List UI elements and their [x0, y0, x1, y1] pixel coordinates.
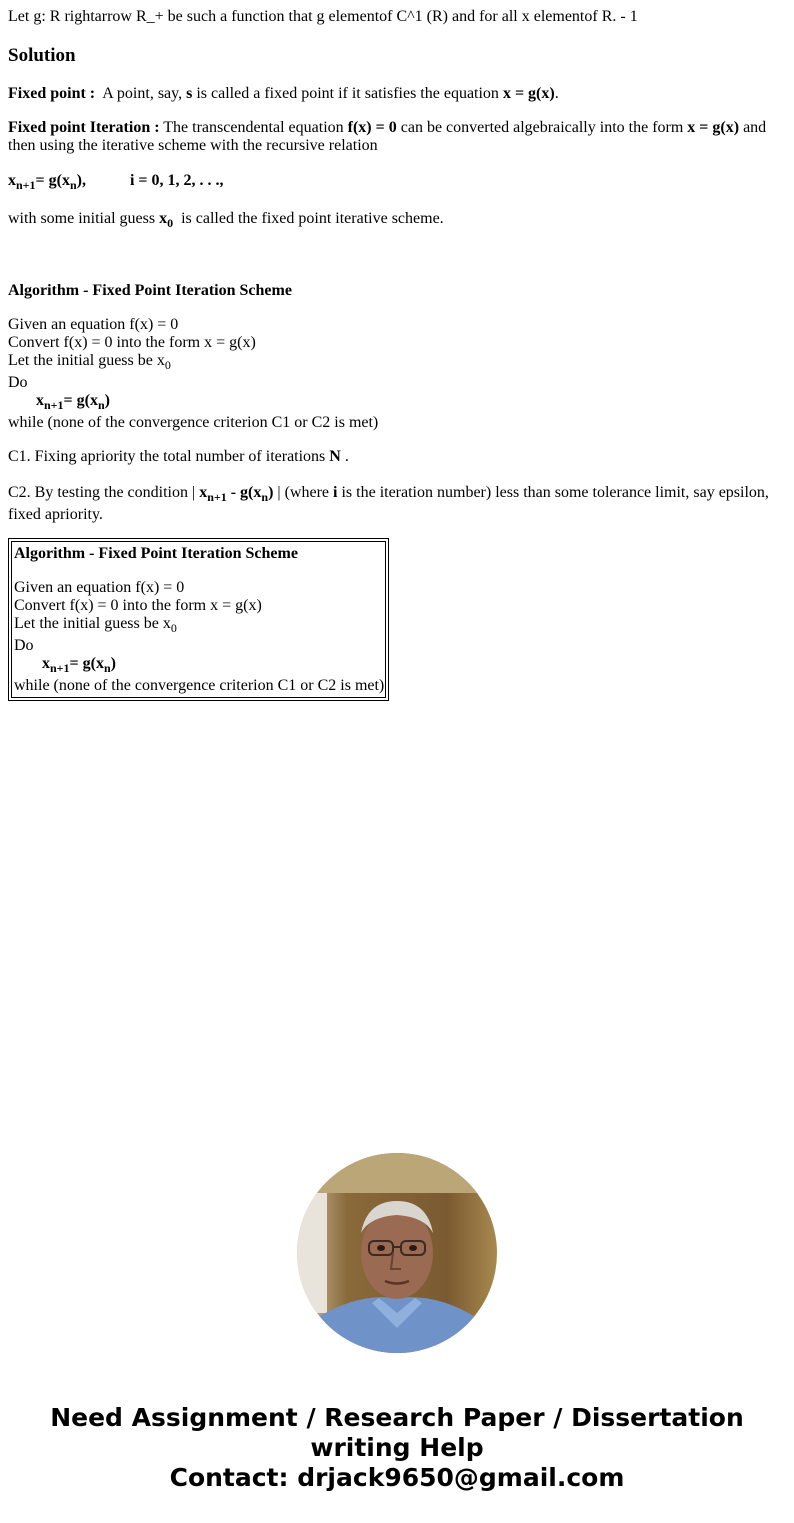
algorithm-step-x: x	[36, 392, 44, 409]
algorithm-box-cell	[11, 541, 386, 698]
avatar-portrait-icon	[297, 1153, 497, 1353]
fixed-point-end: .	[554, 85, 559, 102]
c2-x: x	[199, 484, 208, 501]
algorithm-step	[8, 392, 786, 410]
algorithm-line-3	[8, 352, 786, 370]
footer-contact-email: Contact: drjack9650@gmail.com	[169, 1463, 625, 1492]
c2-close: )	[268, 484, 274, 501]
fixed-point-text: A point, say,	[102, 85, 183, 102]
algorithm-step-sub-1: n+1	[44, 398, 64, 412]
algorithm-title	[8, 282, 786, 300]
algorithm-line-3-text: Let the initial guess be x	[8, 352, 165, 369]
algorithm-box-line-3-sub: 0	[170, 621, 177, 635]
algorithm-line-1: Given an equation f(x) = 0	[8, 316, 179, 333]
algorithm-box-step-close: )	[110, 655, 116, 672]
recursive-relation	[8, 172, 786, 190]
algorithm-box-line-1: Given an equation f(x) = 0	[14, 579, 185, 596]
c1-n: N	[329, 448, 341, 465]
relation-range: i = 0, 1, 2, . . .,	[129, 172, 224, 189]
c1-end: .	[344, 448, 349, 465]
solution-heading: Solution	[8, 45, 76, 66]
algorithm-box-line-3	[14, 615, 385, 633]
iteration-definition	[8, 119, 786, 155]
footer-line-1: Need Assignment / Research Paper / Dissertation	[50, 1403, 744, 1432]
relation-x: x	[8, 172, 16, 189]
initial-guess-sub: 0	[167, 216, 174, 230]
fixed-point-label: Fixed point :	[8, 85, 96, 102]
fixed-point-definition	[8, 85, 786, 103]
footer-help-banner	[0, 1403, 794, 1493]
iteration-label: Fixed point Iteration :	[8, 119, 160, 136]
criterion-c1	[8, 448, 786, 466]
relation-eq: = g(x	[35, 172, 70, 189]
c2-text-2: | (where	[277, 484, 330, 501]
algorithm-line-4: Do	[8, 374, 28, 391]
initial-guess-text	[8, 210, 786, 228]
algorithm-line-2: Convert f(x) = 0 into the form x = g(x)	[8, 334, 256, 351]
c2-sub-2: n	[261, 490, 269, 504]
iteration-equation-1: f(x) = 0	[347, 119, 397, 136]
algorithm-box-step	[14, 655, 385, 673]
iteration-text-3: and then using the iterative scheme with the recursive relation	[8, 119, 767, 154]
avatar	[297, 1153, 497, 1353]
algorithm-step-sub-2: n	[97, 398, 105, 412]
criterion-c2	[8, 482, 786, 526]
c1-text: C1. Fixing apriority the total number of iterations	[8, 448, 326, 465]
c2-text-1: C2. By testing the condition |	[8, 484, 196, 501]
algorithm-title-text: Algorithm - Fixed Point Iteration Scheme	[8, 282, 292, 299]
c2-text-3: is the iteration number) less than some tolerance limit, say epsilon, fixed apriority.	[8, 484, 769, 523]
initial-guess-x: x	[159, 210, 168, 227]
iteration-text-2: can be converted algebraically into the form	[400, 119, 684, 136]
footer-line-2: writing Help	[310, 1433, 484, 1462]
algorithm-line-6: while (none of the convergence criterion C1 or C2 is met)	[8, 414, 379, 431]
question-text: Let g: R rightarrow R_+ be such a function that g elementof C^1 (R) and for all x elementof R. - 1	[8, 8, 638, 25]
algorithm-line-3-sub: 0	[164, 358, 171, 372]
c2-sub-1: n+1	[207, 490, 227, 504]
fixed-point-equation: x = g(x)	[502, 85, 555, 102]
algorithm-step-close: )	[104, 392, 110, 409]
algorithm-box-line-4: Do	[14, 637, 34, 654]
fixed-point-text-2: is called a fixed point if it satisfies the equation	[196, 85, 499, 102]
relation-sub-n: n	[69, 178, 77, 192]
c2-mid: - g(x	[230, 484, 262, 501]
algorithm-box-step-sub-2: n	[103, 661, 111, 675]
c2-i: i	[333, 484, 338, 501]
iteration-text-1: The transcendental equation	[163, 119, 344, 136]
algorithm-step-eq: = g(x	[63, 392, 98, 409]
algorithm-box-step-eq: = g(x	[69, 655, 104, 672]
algorithm-box-title: Algorithm - Fixed Point Iteration Scheme	[14, 545, 298, 562]
algorithm-box-line-3-text: Let the initial guess be x	[14, 615, 171, 632]
relation-sub-n1: n+1	[16, 178, 36, 192]
algorithm-steps	[8, 316, 786, 432]
initial-guess-text-2: is called the fixed point iterative scheme.	[181, 210, 444, 227]
algorithm-box-step-x: x	[42, 655, 50, 672]
relation-close: ),	[76, 172, 86, 189]
iteration-equation-2: x = g(x)	[687, 119, 740, 136]
algorithm-box-line-2: Convert f(x) = 0 into the form x = g(x)	[14, 597, 262, 614]
fixed-point-symbol: s	[186, 85, 193, 102]
initial-guess-text-1: with some initial guess	[8, 210, 156, 227]
algorithm-box-line-6: while (none of the convergence criterion C1 or C2 is met)	[14, 677, 385, 694]
algorithm-box	[8, 538, 389, 701]
algorithm-box-step-sub-1: n+1	[50, 661, 70, 675]
